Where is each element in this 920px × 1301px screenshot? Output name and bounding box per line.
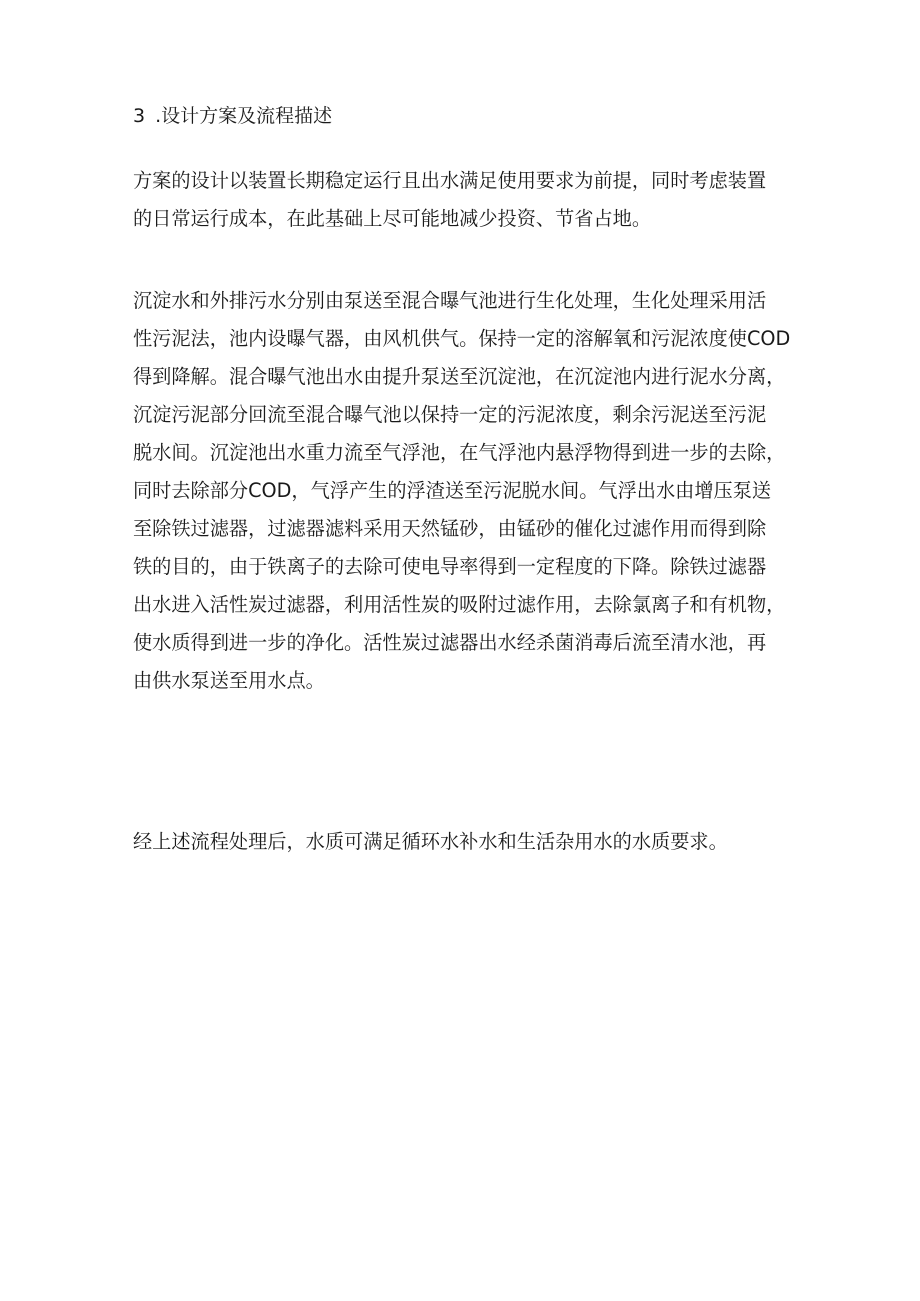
paragraph-line: 由供水泵送至用水点。: [133, 669, 325, 692]
paragraph-process-description: [133, 282, 791, 700]
paragraph-line: 方案的设计以装置长期稳定运行且出水满足使用要求为前提，同时考虑装置: [133, 169, 767, 192]
paragraph-line: 铁的目的，由于铁离子的去除可使电导率得到一定程度的下降。除铁过滤器: [133, 555, 767, 578]
paragraph-line: 同时去除部分COD，气浮产生的浮渣送至污泥脱水间。气浮出水由增压泵送: [133, 479, 772, 502]
paragraph-conclusion: [133, 823, 783, 861]
paragraph-line: 得到降解。混合曝气池出水由提升泵送至沉淀池，在沉淀池内进行泥水分离，: [133, 365, 786, 388]
paragraph-line: 经上述流程处理后，水质可满足循环水补水和生活杂用水的水质要求。: [133, 830, 728, 853]
paragraph-line: 脱水间。沉淀池出水重力流至气浮池，在气浮池内悬浮物得到进一步的去除，: [133, 441, 786, 464]
paragraph-intro: [133, 162, 783, 238]
paragraph-line: 至除铁过滤器，过滤器滤料采用天然锰砂，由锰砂的催化过滤作用而得到除: [133, 517, 767, 540]
paragraph-line: 沉淀污泥部分回流至混合曝气池以保持一定的污泥浓度，剩余污泥送至污泥: [133, 403, 767, 426]
paragraph-line: 出水进入活性炭过滤器，利用活性炭的吸附过滤作用，去除氯离子和有机物，: [133, 593, 786, 616]
paragraph-line: 性污泥法，池内设曝气器，由风机供气。保持一定的溶解氧和污泥浓度使COD: [133, 327, 791, 350]
section-title: .设计方案及流程描述: [155, 105, 333, 127]
section-number: 3: [133, 105, 146, 127]
paragraph-line: 的日常运行成本，在此基础上尽可能地减少投资、节省占地。: [133, 207, 652, 230]
paragraph-line: 使水质得到进一步的净化。活性炭过滤器出水经杀菌消毒后流至清水池，再: [133, 631, 767, 654]
paragraph-line: 沉淀水和外排污水分别由泵送至混合曝气池进行生化处理，生化处理采用活: [133, 289, 767, 312]
section-heading: [133, 101, 332, 131]
